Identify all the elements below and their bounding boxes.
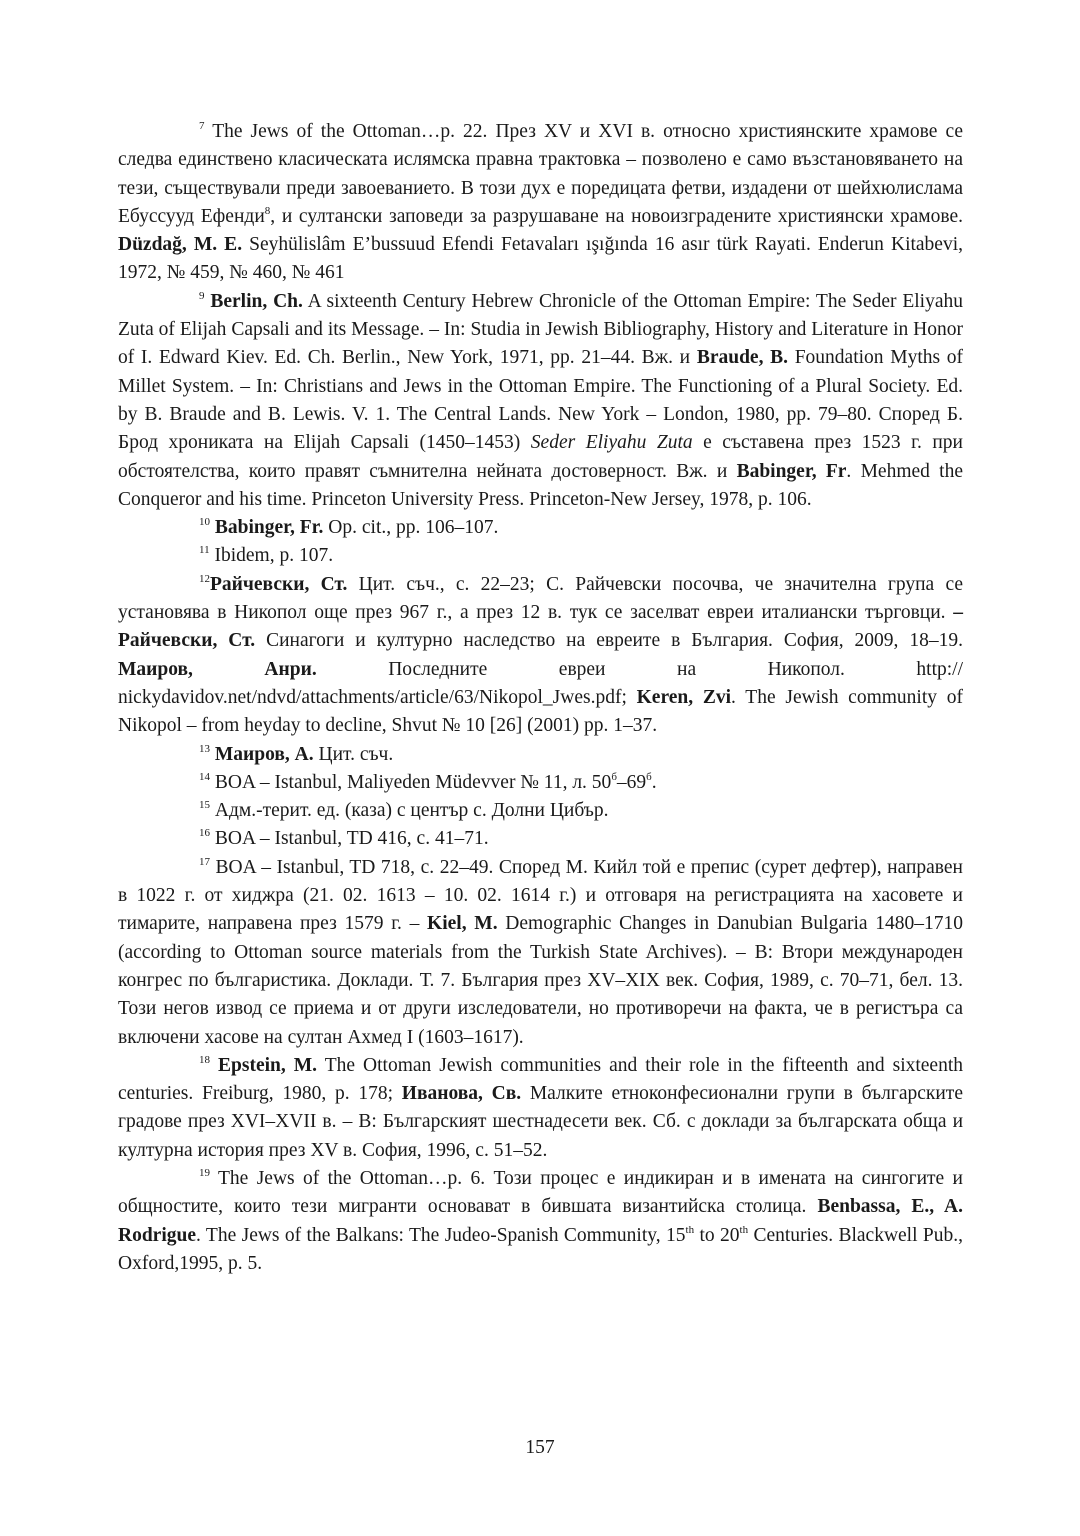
footnote-text: Centuries. Blackwell Pub., Oxford,1995, p. 5. <box>118 1224 963 1274</box>
superscript: б <box>611 770 617 783</box>
author-name: Kiel, M. <box>427 913 498 935</box>
superscript: th <box>685 1223 695 1236</box>
footnote-marker: 15 <box>199 799 210 812</box>
footnote-15 <box>118 797 963 825</box>
footnote-text: Адм.-терит. ед. (каза) с център с. Долни Цибър. <box>210 800 609 822</box>
footnote-text: to 20 <box>694 1224 740 1246</box>
footnote-text: A sixteenth Century Hebrew Chronicle of the Ottoman Empire: The Seder Eliyahu Zuta of Elijah Capsali and its Message. – In: Studia in Jewish Bibliography, History and Literature in Honor of I. Edward Kiev. Ed. Ch. Berlin., New York, 1971, pp. 21–44. Вж. и <box>118 290 963 369</box>
superscript: th <box>739 1223 749 1236</box>
footnote-text: BOA – Istanbul, TD 718, с. 22–49. Според М. Кийл той е препис (сурет дефтер), направен в 1022 г. от хиджра (21. 02. 1613 – 10. 02. 1614 г.) и отговаря на регистрацията на хасовете и тимарите, направена през 1579 г. – <box>118 856 963 935</box>
author-name: Babinger, Fr <box>736 460 847 482</box>
author-name: Райчевски, Ст. <box>210 573 348 595</box>
footnote-text: Op. cit., pp. 106–107. <box>323 517 499 539</box>
footnote-marker: 7 <box>199 120 205 132</box>
author-name: Keren, Zvi <box>636 686 732 708</box>
superscript: б <box>646 770 652 783</box>
footnote-text: . The Jewish community of Nikopol – from heyday to decline, Shvut № 10 [26] (2001) pp. 1–37. <box>118 686 963 737</box>
footnote-9 <box>118 288 963 514</box>
footnote-marker: 17 <box>199 855 210 868</box>
author-name: Berlin, Ch. <box>210 290 303 312</box>
author-name: Benbassa, E., A. Rodrigue <box>118 1196 963 1246</box>
footnote-marker: 12 <box>199 572 210 585</box>
footnote-text: Demographic Changes in Danubian Bulgaria 1480–1710 (according to Ottoman source materials from the Turkish State Archives). – В: Втори международен конгрес по българистика. Доклади. Т. 7. България през XV–XIX век. София, 1989, с. 70–71, бел. 13. Този негов извод се приема и от други изследователи, но противоречи на факта, че в регистъра са включени хасове на султан Ахмед I (1603–1617). <box>118 913 963 1048</box>
footnote-text: The Ottoman Jewish communities and their role in the fifteenth and sixteenth centuries. Freiburg, 1980, p. 178; <box>118 1054 964 1105</box>
page-number: 157 <box>525 1437 555 1458</box>
footnote-14 <box>118 769 963 797</box>
footnote-marker: 9 <box>199 289 205 302</box>
footnote-text: Цит. съч., с. 22–23; С. Райчевски посочва, че значителна група се установява в Никопол още през 967 г., а през 12 в. тук се заселват евреи италиански търговци. <box>118 573 963 624</box>
footnote-marker: 11 <box>199 544 210 557</box>
footnote-11 <box>118 542 963 570</box>
author-name: Epstein, M. <box>218 1054 318 1076</box>
footnote-text: Последните евреи на Никопол. http:// nickydavidov.net/ndvd/attachments/article/63/Nikopol_Jwes.pdf; <box>118 658 963 708</box>
footnote-16 <box>118 825 963 853</box>
author-name: Düzdağ, M. E. <box>118 234 243 256</box>
footnote-10 <box>118 514 963 542</box>
footnote-7 <box>118 118 963 288</box>
footnote-text: Синагоги и културно наследство на евреите в България. София, 2009, 18–19. <box>255 630 963 652</box>
author-name: Babinger, Fr. <box>214 517 324 539</box>
footnote-text: . Mehmed the Conqueror and his time. Princeton University Press. Princeton-New Jersey, 1978, p. 106. <box>118 460 963 510</box>
footnote-marker: 18 <box>199 1053 210 1066</box>
author-name: Иванова, Св. <box>401 1083 522 1105</box>
footnotes-list <box>118 118 963 1278</box>
footnote-text: . <box>651 771 657 793</box>
italic-title: Seder Eliyahu Zuta <box>530 432 693 454</box>
footnote-12 <box>118 571 963 741</box>
footnote-text: Цит. съч. <box>313 743 394 765</box>
footnote-text: Foundation Myths of Millet System. – In: Christians and Jews in the Ottoman Empire. The Functioning of a Plural Society. Ed. by B. Braude and B. Lewis. V. 1. The Central Lands. New York – London, 1980, pp. 79–80. Според Б. Брод хрониката на Elijah Capsali (1450–1453) <box>118 347 963 454</box>
footnote-18 <box>118 1052 963 1165</box>
footnote-marker: 13 <box>199 742 210 755</box>
footnote-text: The Jews of the Ottoman…p. 6. Този процес е индикиран и в имената на сингогите и общностите, които тези мигранти основават в бившата византийска столица. <box>118 1167 963 1218</box>
footnote-text: Ibidem, p. 107. <box>209 545 334 567</box>
footnote-marker: 19 <box>199 1166 210 1179</box>
footnote-text: BOA – Istanbul, Maliyeden Müdevver № 11, л. 50 <box>210 771 612 793</box>
footnote-text: –69 <box>616 771 647 793</box>
footnote-text: Малките етноконфесионални групи в българските градове през XVI–XVII в. – В: Българският шестнадесети век. Сб. с доклади за българската обща и културна история през XV в. София, 1996, с. 51–52. <box>118 1083 963 1161</box>
footnote-text: . The Jews of the Balkans: The Judeo-Spanish Community, 15 <box>196 1224 686 1246</box>
footnote-17 <box>118 854 963 1052</box>
superscript: 8 <box>264 204 271 217</box>
footnote-text: BOA – Istanbul, TD 416, с. 41–71. <box>210 828 489 850</box>
footnote-marker: 16 <box>199 827 210 840</box>
author-name: Braude, B. <box>696 347 789 369</box>
footnote-text: Seyhülislâm E’bussuud Efendi Fetavaları ışığında 16 asır türk Rayati. Enderun Kitabevi, 1972, № 459, № 460, № 461 <box>118 234 964 284</box>
footnote-text: The Jews of the Ottoman…p. 22. През XV и XVI в. относно християнските храмове се следва единствено класическата ислямска правна трактовка – позволено е само възстановяването на тези, съществували преди завоеванието. В този дух е поредицата фетви, издадени от шейхюлислама Ебуссууд Ефенди <box>118 121 963 227</box>
footnote-19 <box>118 1165 963 1278</box>
footnote-marker: 14 <box>199 770 210 783</box>
author-name: Маиров, А. <box>214 743 314 765</box>
footnote-marker: 10 <box>199 516 210 529</box>
footnote-text: е съставена през 1523 г. при обстоятелства, които правят съмнителна нейната достоверност. Вж. и <box>118 432 963 482</box>
footnote-text <box>210 1055 218 1076</box>
footnote-13 <box>118 741 963 769</box>
author-name: Маиров, Анри. <box>118 658 317 680</box>
footnotes-page <box>118 118 963 1278</box>
author-name: – Райчевски, Ст. <box>118 602 963 652</box>
footnote-text: , и султански заповеди за разрушаване на новоизградените християнски храмове. <box>270 205 963 227</box>
